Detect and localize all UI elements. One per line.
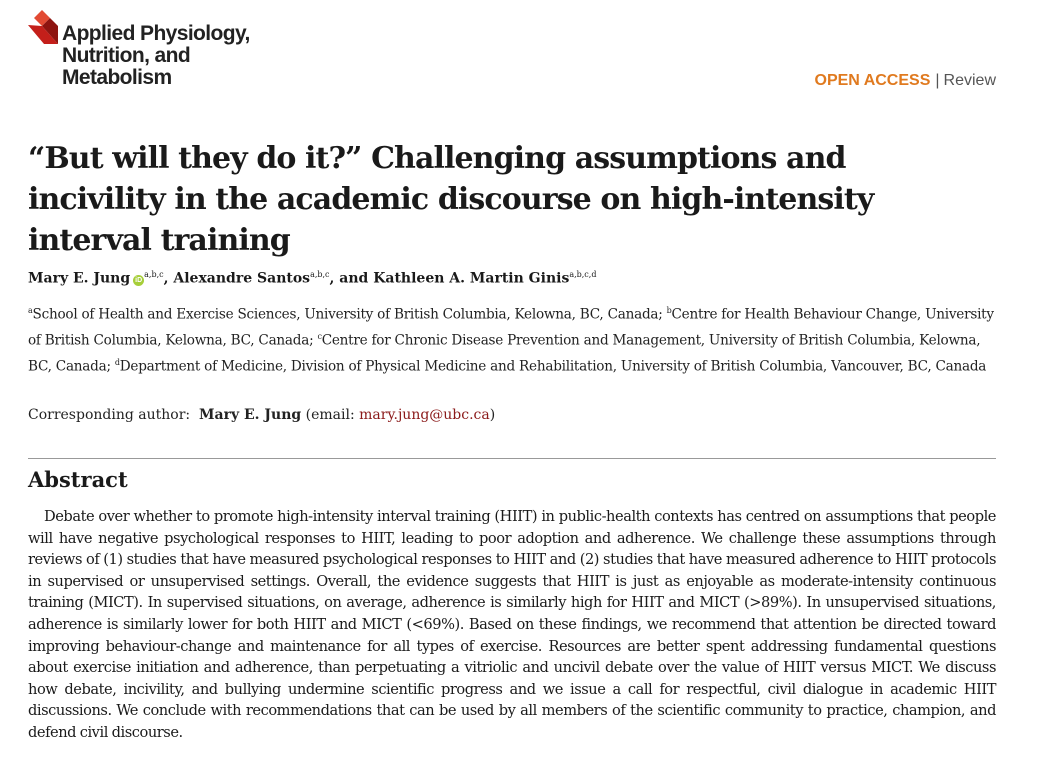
author-name[interactable]: Mary E. Jung bbox=[28, 270, 131, 287]
affiliation-text: Centre for Health Behaviour Change, University of British Columbia, Kelowna, BC, Canada; bbox=[28, 306, 994, 349]
affiliation-mark: d bbox=[114, 358, 120, 368]
journal-logo-icon bbox=[28, 10, 60, 44]
author-separator: , and bbox=[329, 270, 374, 287]
journal-name bbox=[62, 23, 250, 89]
affiliations bbox=[28, 300, 1003, 378]
author-affiliation-marks: a,b,c,d bbox=[569, 270, 597, 279]
author-separator: , bbox=[163, 270, 174, 287]
author-affiliation-marks: a,b,c bbox=[144, 270, 164, 279]
affiliation-mark: a bbox=[28, 306, 33, 315]
author-name[interactable]: Alexandre Santos bbox=[173, 270, 311, 287]
article-title: “But will they do it?” Challenging assumptions and incivility in the academic discourse on high-intensity interval training bbox=[28, 141, 874, 258]
access-separator: | bbox=[935, 72, 940, 89]
open-access-label[interactable]: OPEN ACCESS bbox=[814, 72, 931, 89]
abstract-text: Debate over whether to promote high-intensity interval training (HIIT) in public-health contexts has centred on assumptions that people will have negative psychological responses to HIIT, leading to poor adoption and adherence. We challenge these assumptions through reviews of (1) studies that have measured psychological responses to HIIT and (2) studies that have measured adherence to HIIT protocols in supervised or unsupervised settings. Overall, the evidence suggests that HIIT is just as enjoyable as moderate-intensity continuous training (MICT). In supervised situations, on average, adherence is similarly high for HIIT and MICT (>89%). In unsupervised situations, adherence is similarly lower for both HIIT and MICT (<69%). Based on these findings, we recommend that attention be directed toward improving behaviour-change and maintenance for all types of exercise. Resources are better spent addressing fundamental questions about exercise initiation and adherence, than perpetuating a vitriolic and uncivil debate over the value of HIIT versus MICT. We discuss how debate, incivility, and bullying undermine scientific progress and we issue a call for respectful, civil dialogue in academic HIIT discussions. We conclude with recommendations that can be used by all members of the scientific community to practice, champion, and defend civil discourse. bbox=[28, 508, 996, 741]
access-status bbox=[815, 72, 997, 90]
corresponding-name: Mary E. Jung bbox=[199, 407, 302, 423]
email-link[interactable]: mary.jung@ubc.ca bbox=[359, 407, 490, 423]
journal-name-line-2: Nutrition, and bbox=[62, 44, 191, 67]
orcid-icon[interactable]: iD bbox=[135, 276, 143, 284]
article-type-label: Review bbox=[943, 72, 996, 89]
affiliation-text: School of Health and Exercise Sciences, University of British Columbia, Kelowna, BC, Canada; bbox=[32, 306, 667, 323]
section-divider bbox=[28, 458, 996, 459]
affiliation-mark: b bbox=[666, 306, 672, 315]
corresponding-author bbox=[28, 407, 495, 423]
email-prefix: (email: bbox=[301, 407, 360, 423]
journal-header bbox=[28, 10, 998, 90]
journal-name-line-1: Applied Physiology, bbox=[62, 22, 250, 45]
email-suffix: ) bbox=[489, 407, 496, 423]
author-list bbox=[28, 270, 1008, 287]
author-affiliation-marks: a,b,c bbox=[310, 270, 330, 279]
affiliation-mark: c bbox=[317, 332, 322, 342]
corresponding-label: Corresponding author: bbox=[28, 407, 191, 423]
abstract-heading: Abstract bbox=[28, 467, 128, 492]
affiliation-text: Department of Medicine, Division of Physical Medicine and Rehabilitation, University of British Columbia, Vancouver, BC, Canada bbox=[119, 358, 987, 375]
affiliation-text: Centre for Chronic Disease Prevention and Management, University of British Columbia, Kelowna, BC, Canada; bbox=[28, 332, 981, 375]
author-name[interactable]: Kathleen A. Martin Ginis bbox=[373, 270, 570, 287]
journal-name-line-3: Metabolism bbox=[62, 66, 172, 89]
